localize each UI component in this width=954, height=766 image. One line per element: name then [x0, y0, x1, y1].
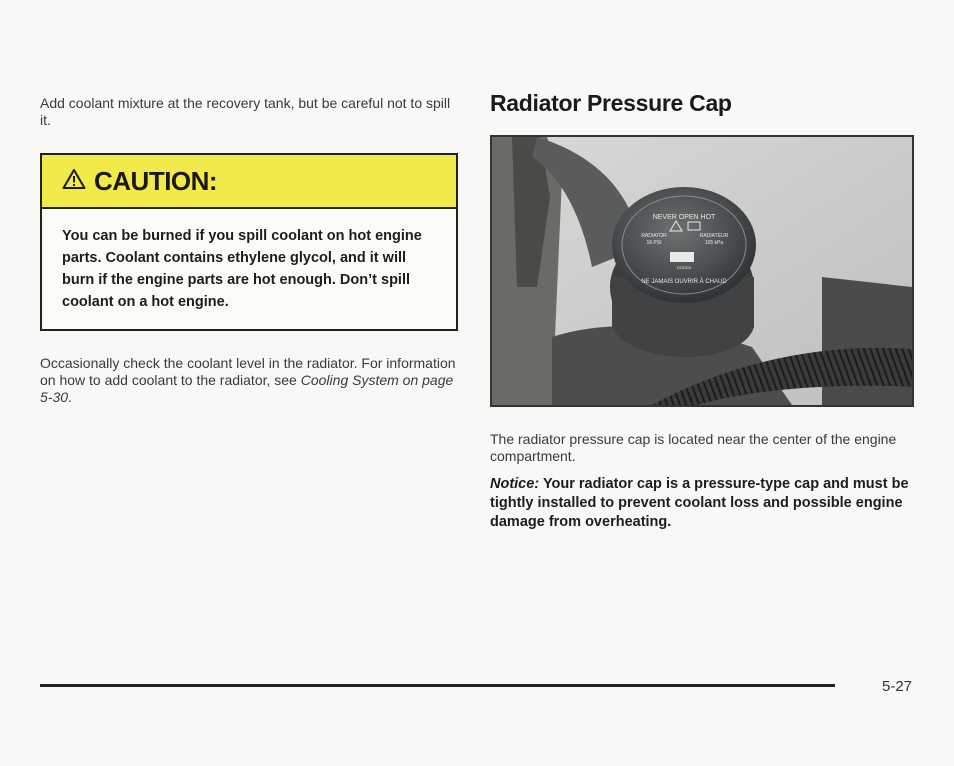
notice-paragraph [490, 475, 914, 532]
check-coolant-paragraph [40, 355, 460, 406]
right-column [490, 90, 914, 532]
caution-title: CAUTION: [94, 165, 218, 196]
check-coolant-text: Occasionally check the coolant level in the radiator. For information on how to add coolant to the radiator, see [40, 355, 456, 388]
cap-location-paragraph: The radiator pressure cap is located near the center of the engine compartment. [490, 431, 897, 464]
left-column [40, 95, 460, 406]
radiator-cap-photo [490, 135, 914, 407]
cap-text-bottom: NE JAMAIS OUVRIR À CHAUD [641, 279, 727, 285]
check-coolant-end: . [68, 389, 72, 405]
page-number: 5-27 [882, 678, 913, 695]
caution-text: You can be burned if you spill coolant on hot engine parts. Coolant contains ethylene glycol, and it will burn if the engine parts are hot enough. Don’t spill coolant on a hot engine. [62, 228, 422, 310]
section-title: Radiator Pressure Cap [490, 90, 732, 116]
cap-label-small: D23303 [676, 265, 692, 270]
notice-text: Your radiator cap is a pressure-type cap and must be tightly installed to prevent coolant loss and possible engine damage from overheating. [490, 476, 909, 530]
cross-reference-link: Cooling System on page 5-30 [40, 372, 454, 405]
cap-label-right: RADIATEUR [699, 233, 729, 239]
footer-rule [40, 684, 835, 687]
warning-triangle-icon [62, 168, 86, 195]
cap-text-top: NEVER OPEN HOT [652, 214, 716, 221]
intro-paragraph: Add coolant mixture at the recovery tank, but be careful not to spill it. [40, 95, 451, 128]
cap-steam-icon [670, 252, 694, 262]
cap-label-left: RADIATOR [641, 233, 667, 239]
caution-header [42, 155, 456, 209]
cap-label-left-sub: 16 PSI [646, 240, 662, 246]
cap-label-right-sub: 105 kPa [704, 240, 724, 246]
notice-label: Notice: [490, 476, 540, 492]
caution-box [40, 153, 458, 331]
